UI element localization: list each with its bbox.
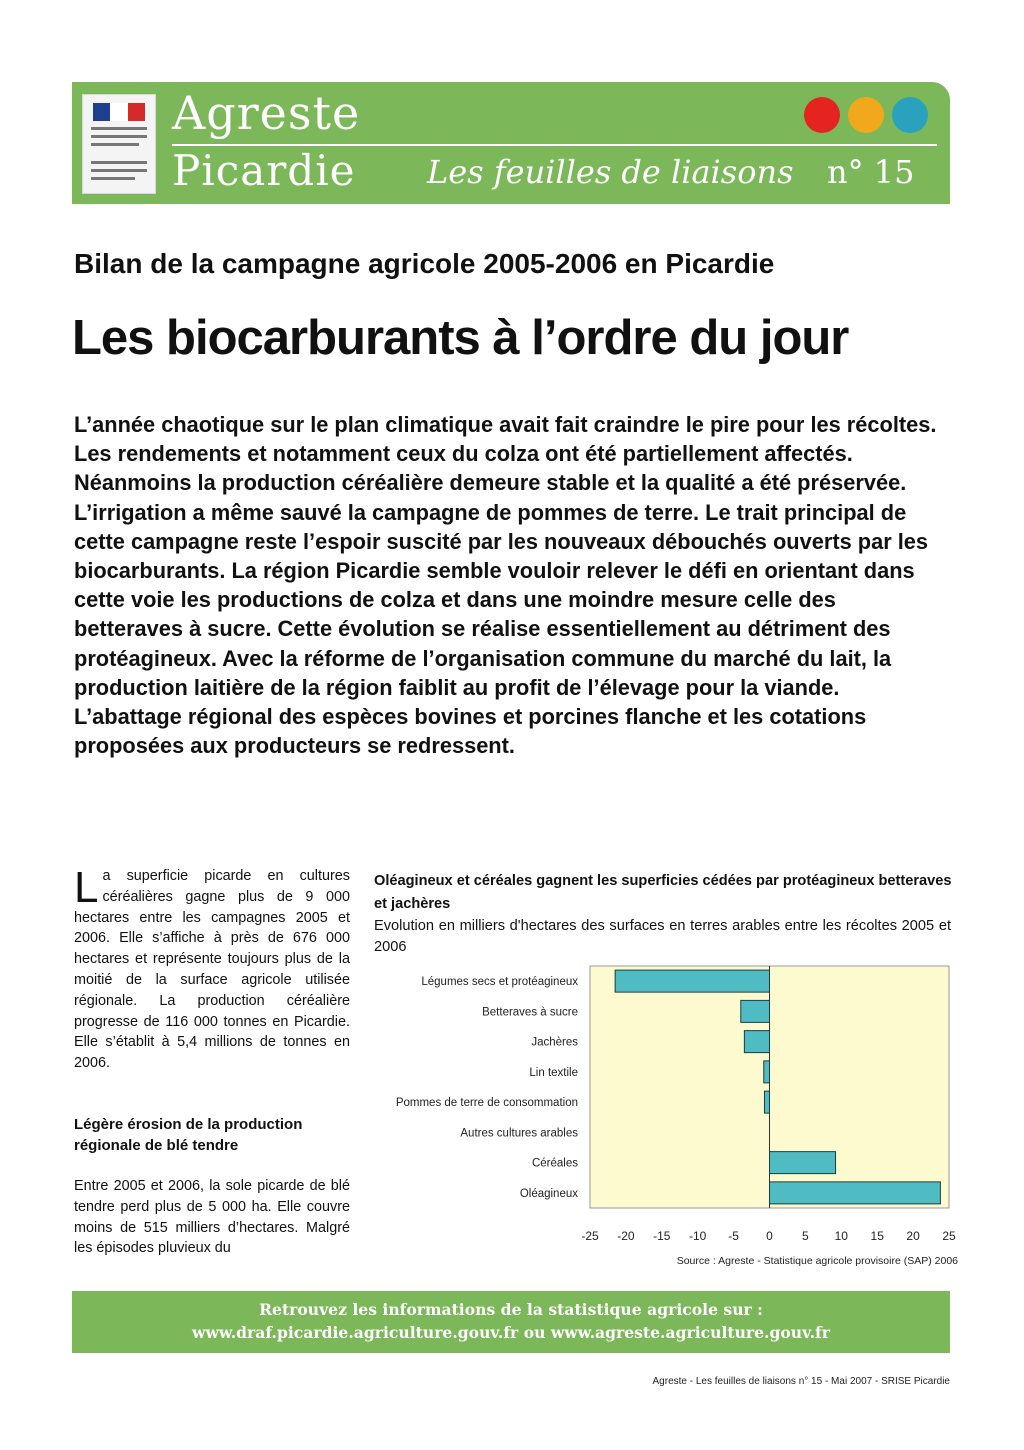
ministry-logo bbox=[82, 94, 156, 194]
x-tick-label: 0 bbox=[766, 1229, 773, 1243]
bar bbox=[764, 1091, 769, 1113]
masthead-title: Agreste bbox=[172, 86, 361, 140]
series-name: Les feuilles de liaisons bbox=[427, 153, 794, 191]
body-paragraph-2: Entre 2005 et 2006, la sole picarde de blé tendre perd plus de 5 000 ha. Elle couvre moins de 515 milliers d’hectares. Malgré les épisodes pluvieux du bbox=[74, 1178, 350, 1257]
bar bbox=[770, 1182, 941, 1204]
x-tick-label: -20 bbox=[617, 1229, 635, 1243]
category-label: Pommes de terre de consommation bbox=[395, 1097, 578, 1110]
bar bbox=[744, 1031, 769, 1053]
footer-banner bbox=[72, 1291, 950, 1353]
issue-number: n° 15 bbox=[827, 153, 915, 191]
category-label: Céréales bbox=[531, 1157, 578, 1170]
kicker: Bilan de la campagne agricole 2005-2006 en Picardie bbox=[74, 248, 775, 279]
chart-subtitle: Evolution en milliers d'hectares des surfaces en terres arables entre les récoltes 2005 et 2006 bbox=[374, 918, 951, 955]
footer-links[interactable]: www.draf.picardie.agriculture.gouv.fr ou www.agreste.agriculture.gouv.fr bbox=[192, 1323, 830, 1342]
body-column bbox=[74, 863, 350, 1074]
body-paragraph-1: a superficie picarde en cultures céréalières gagne plus de 9 000 hectares entre les campagnes 2005 et 2006. Elle s’affiche à près de 676 000 hectares et représente toujours plus de la moitié de la surface agricole utilisée régionale. La production céréalière progresse de 116 000 tonnes en Picardie. Elle s’établit à 5,4 millions de tonnes en 2006. bbox=[74, 868, 350, 1072]
category-label: Betteraves à sucre bbox=[482, 1006, 578, 1019]
headline: Les biocarburants à l’ordre du jour bbox=[72, 311, 849, 365]
lead-paragraph: L’année chaotique sur le plan climatique avait fait craindre le pire pour les récoltes. Les rendements et notamment ceux du colza ont été partiellement affectés. Néanmoins la production céréalière demeure stable et la qualité a été préservée. L’irrigation a même sauvé la campagne de pommes de terre. Le trait principal de cette campagne reste l’espoir suscité par les nouveaux débouchés ouverts par les biocarburants. La région Picardie semble vouloir relever le défi en orientant dans cette voie les productions de colza et dans une moindre mesure celle des betteraves à sucre. Cette évolution se réalise essentiellement au détriment des protéagineux. Avec la réforme de l’organisation commune du marché du lait, la production laitière de la région faiblit au profit de l’élevage pour la viande. L’abattage régional des espèces bovines et porcines flanche et les cotations proposées aux producteurs se redressent. bbox=[74, 412, 937, 759]
x-tick-label: -25 bbox=[581, 1229, 599, 1243]
x-tick-label: 5 bbox=[802, 1229, 809, 1243]
colophon: Agreste - Les feuilles de liaisons n° 15 - Mai 2007 - SRISE Picardie bbox=[652, 1376, 950, 1387]
bar-chart bbox=[355, 958, 965, 1248]
drop-cap: L bbox=[74, 863, 99, 912]
french-flag-icon bbox=[93, 103, 145, 121]
category-label: Jachères bbox=[531, 1036, 578, 1049]
category-label: Oléagineux bbox=[519, 1187, 578, 1200]
masthead-region: Picardie bbox=[172, 146, 356, 195]
chart-title: Oléagineux et céréales gagnent les superficies cédées par protéagineux betteraves et jachères bbox=[374, 873, 952, 912]
footer-line-1: Retrouvez les informations de la statistique agricole sur : bbox=[259, 1300, 763, 1319]
blue-dot-icon bbox=[892, 97, 928, 133]
orange-dot-icon bbox=[848, 97, 884, 133]
red-dot-icon bbox=[804, 97, 840, 133]
category-label: Légumes secs et protéagineux bbox=[421, 976, 578, 989]
x-tick-label: -5 bbox=[728, 1229, 739, 1243]
bar bbox=[764, 1061, 770, 1083]
category-label: Lin textile bbox=[529, 1066, 578, 1079]
chart-source: Source : Agreste - Statistique agricole provisoire (SAP) 2006 bbox=[676, 1255, 958, 1267]
x-tick-label: 15 bbox=[870, 1229, 884, 1243]
x-tick-label: -10 bbox=[689, 1229, 707, 1243]
x-tick-label: 20 bbox=[906, 1229, 920, 1243]
bar bbox=[615, 970, 769, 992]
masthead bbox=[72, 82, 950, 204]
x-tick-label: -15 bbox=[653, 1229, 671, 1243]
x-tick-label: 25 bbox=[942, 1229, 956, 1243]
bar bbox=[770, 1152, 836, 1174]
category-label: Autres cultures arables bbox=[460, 1127, 578, 1140]
bar bbox=[741, 1000, 770, 1022]
x-tick-label: 10 bbox=[834, 1229, 848, 1243]
section-subhead: Légère érosion de la production régionale de blé tendre bbox=[74, 1116, 303, 1154]
